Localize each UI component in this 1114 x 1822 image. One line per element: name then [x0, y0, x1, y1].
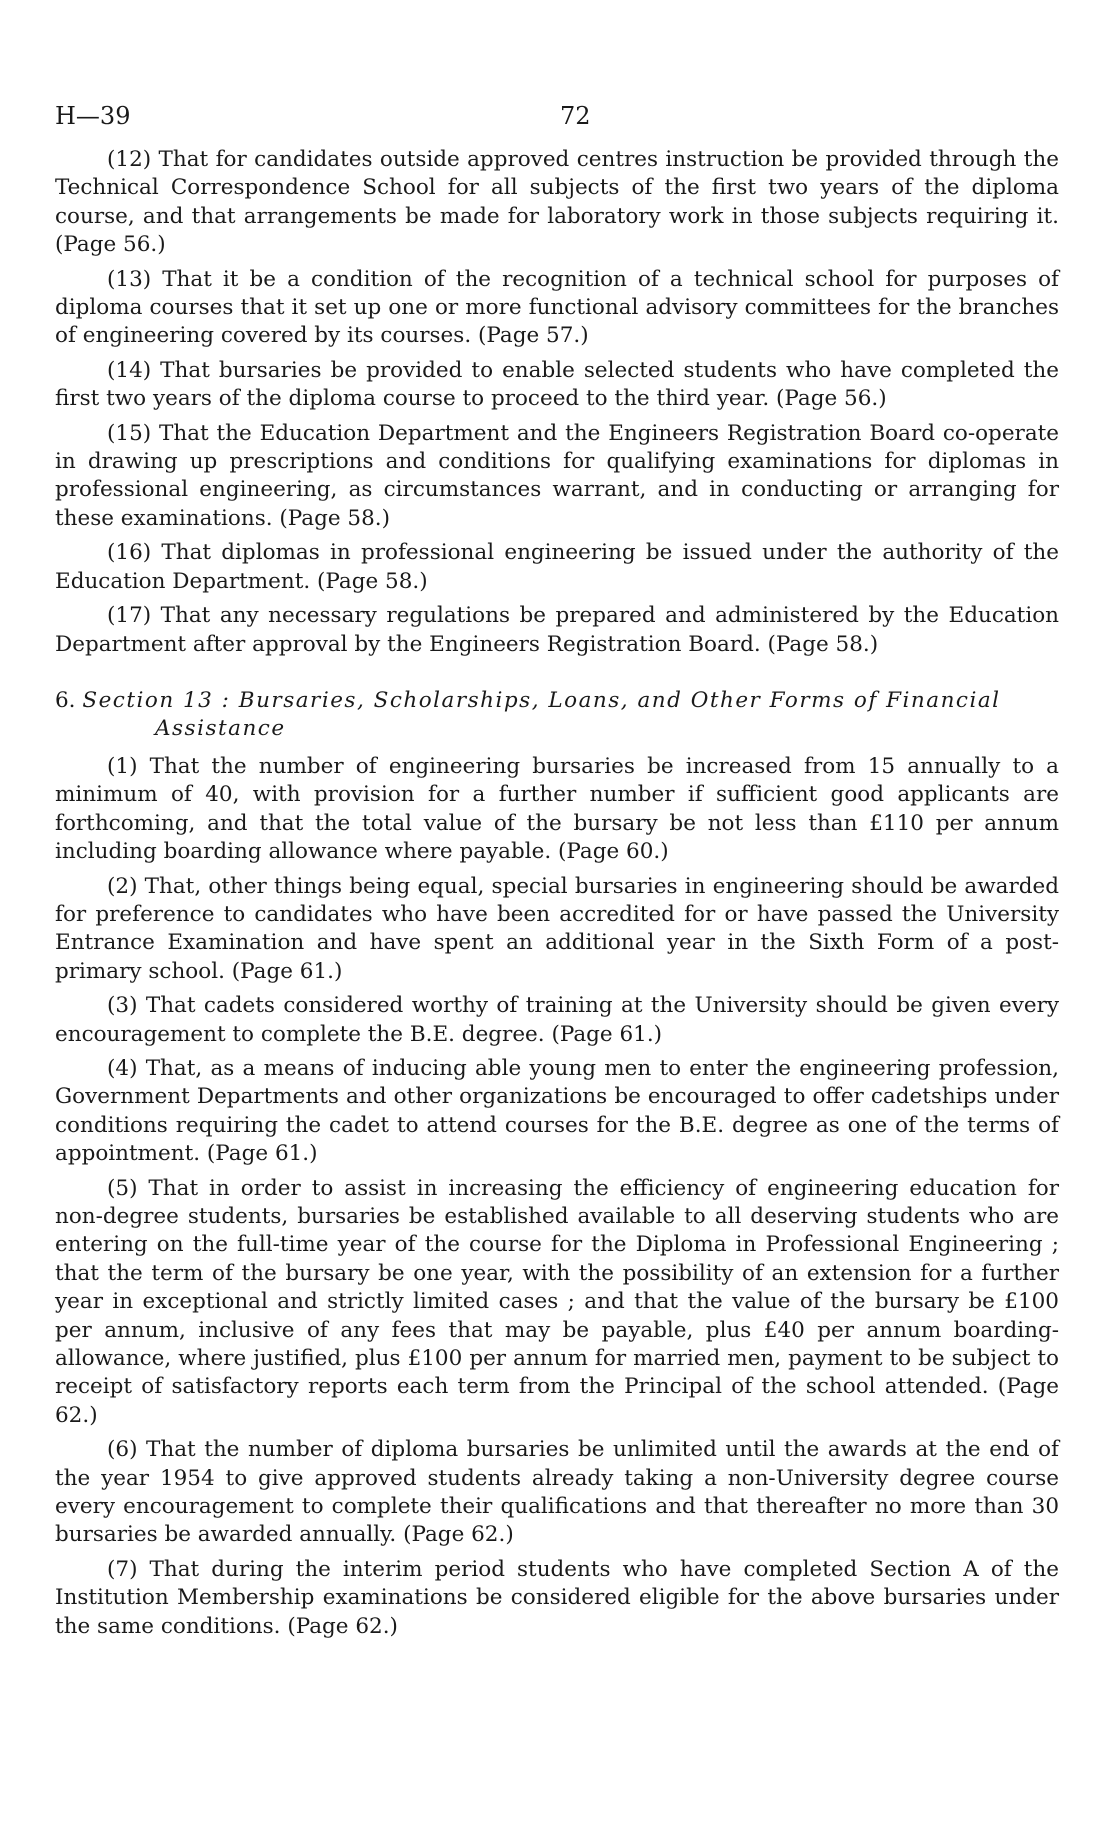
- recommendation-5: (5) That in order to assist in increasing the efficiency of engineering education for non-degree students, bursaries be established available to all deserving students who are entering on the full-time year of the course for the Diploma in Professional Engineering ; that the term of the bursary be one year, with the possibility of an extension for a further year in exceptional and strictly limited cases ; and that the value of the bursary be £100 per annum, inclusive of any fees that may be payable, plus £40 per annum boarding-allowance, where justified, plus £100 per annum for married men, payment to be subject to receipt of satisfactory reports each term from the Principal of the school attended. (Page 62.): [55, 1175, 1059, 1428]
- section-title-line1: Section 13 : Bursaries, Scholarships, Loans, and Other Forms of Financial: [82, 687, 1001, 713]
- recommendation-14: (14) That bursaries be provided to enable selected students who have completed the first two years of the diploma course to proceed to the third year. (Page 56.): [55, 357, 1059, 412]
- recommendation-4: (4) That, as a means of inducing able young men to enter the engineering profession, Government Departments and other organizations be encouraged to offer cadetships under conditions requiring the cadet to attend courses for the B.E. degree as one of the terms of appointment. (Page 61.): [55, 1055, 1059, 1167]
- page-number: 72: [560, 102, 591, 130]
- document-code: H—39: [55, 102, 131, 130]
- recommendation-12: (12) That for candidates outside approved centres instruction be provided through the Technical Correspondence School for all subjects of the first two years of the diploma course, and that arrangements be made for laboratory work in those subjects requiring it. (Page 56.): [55, 147, 1059, 258]
- recommendation-1: (1) That the number of engineering bursaries be increased from 15 annually to a minimum of 40, with provision for a further number if sufficient good applicants are forthcoming, and that the total value of the bursary be not less than £110 per annum including boarding allowance where payable. (Page 60.): [55, 753, 1059, 865]
- recommendation-13: (13) That it be a condition of the recognition of a technical school for purposes of diploma courses that it set up one or more functional advisory committees for the branches of engineering covered by its courses. (Page 57.): [55, 266, 1059, 349]
- recommendation-16: (16) That diplomas in professional engineering be issued under the authority of the Education Department. (Page 58.): [55, 540, 1059, 594]
- recommendation-6: (6) That the number of diploma bursaries be unlimited until the awards at the end of the year 1954 to give approved students already taking a non-University degree course every encouragement to complete their qualifications and that thereafter no more than 30 bursaries be awarded annually. (Page 62.): [55, 1437, 1059, 1548]
- recommendations-list-part2: [55, 753, 1059, 1641]
- recommendation-17: (17) That any necessary regulations be prepared and administered by the Education Department after approval by the Engineers Registration Board. (Page 58.): [55, 603, 1059, 657]
- recommendation-7: (7) That during the interim period students who have completed Section A of the Institution Membership examinations be considered eligible for the above bursaries under the same conditions. (Page 62.): [55, 1556, 1059, 1639]
- section-title-line2: Assistance: [155, 715, 286, 741]
- recommendation-3: (3) That cadets considered worthy of training at the University should be given every encouragement to complete the B.E. degree. (Page 61.): [55, 993, 1059, 1047]
- running-head: [55, 96, 1059, 136]
- recommendation-15: (15) That the Education Department and the Engineers Registration Board co-operate in drawing up prescriptions and conditions for qualifying examinations for diplomas in professional engineering, as circumstances warrant, and in conducting or arranging for these examinations. (Page 58.): [55, 420, 1059, 531]
- section-number: 6.: [55, 687, 76, 713]
- section-heading: [55, 687, 1059, 743]
- recommendations-list-part1: [55, 146, 1059, 659]
- recommendation-2: (2) That, other things being equal, special bursaries in engineering should be awarded for preference to candidates who have been accredited for or have passed the University Entrance Examination and have spent an additional year in the Sixth Form of a post-primary school. (Page 61.): [55, 873, 1059, 984]
